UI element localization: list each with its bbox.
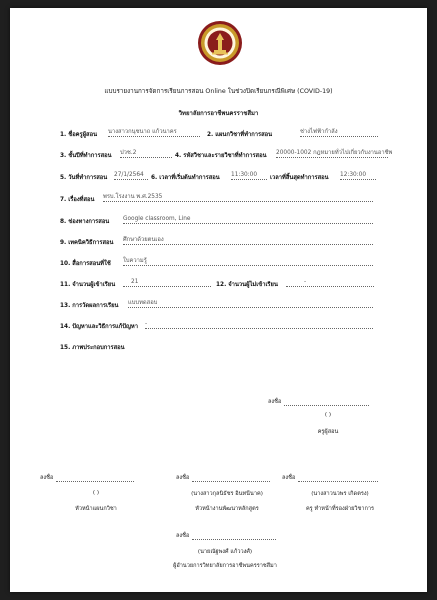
absentees-label: 12. จำนวนผู้ไม่เข้าเรียน bbox=[216, 282, 278, 288]
problems-label: 14. ปัญหาและวิธีการแก้ปัญหา bbox=[60, 324, 138, 330]
document-page bbox=[10, 8, 427, 592]
dept-name-paren: ( ) bbox=[92, 490, 100, 496]
form-row-10 bbox=[10, 258, 427, 270]
form-row-7 bbox=[10, 194, 427, 206]
date-value: 27/1/2564 bbox=[114, 172, 148, 180]
acad-sign-prefix: ลงชื่อ bbox=[282, 475, 296, 481]
department-label: 2. แผนกวิชาที่ทำการสอน bbox=[207, 132, 273, 138]
form-row-8 bbox=[10, 216, 427, 228]
form-row-1 bbox=[10, 129, 427, 141]
photos-label: 15. ภาพประกอบการสอน bbox=[60, 345, 125, 351]
dept-role: หัวหน้าแผนกวิชา bbox=[75, 506, 117, 512]
problems-value: - bbox=[145, 321, 373, 329]
evaluation-label: 13. การวัดผลการเรียน bbox=[60, 303, 119, 309]
subject-label: 4. รหัสวิชาและรายวิชาที่ทำการสอน bbox=[175, 153, 267, 159]
form-row-15 bbox=[10, 342, 427, 354]
curr-name: (นางสาวกุลนิธัชร อินทนีนาค) bbox=[191, 491, 263, 497]
topic-value: พรบ.โรงงาน พ.ศ.2535 bbox=[103, 194, 373, 202]
form-row-13 bbox=[10, 300, 427, 312]
acad-name: (นางสาวนวพร เกิดตรง) bbox=[311, 491, 369, 497]
acad-sign-line bbox=[298, 474, 378, 482]
form-row-9 bbox=[10, 237, 427, 249]
date-label: 5. วันที่ทำการสอน bbox=[60, 175, 108, 181]
attendees-label: 11. จำนวนผู้เข้าเรียน bbox=[60, 282, 116, 288]
curr-role: หัวหน้างานพัฒนาหลักสูตร bbox=[195, 506, 259, 512]
start-time-value: 11:30:00 bbox=[231, 172, 267, 180]
teacher-sign-line bbox=[284, 398, 369, 406]
attendees-value: 21 bbox=[123, 279, 211, 287]
college-name: วิทยาลัยการอาชีพนครราชสีมา bbox=[178, 110, 259, 117]
media-label: 10. สื่อการสอนที่ใช้ bbox=[60, 261, 111, 267]
teacher-name-paren: ( ) bbox=[324, 412, 332, 418]
department-value: ช่างไฟฟ้ากำลัง bbox=[300, 129, 378, 137]
topic-label: 7. เรื่องที่สอน bbox=[60, 197, 95, 203]
technique-value: ศึกษาด้วยตนเอง bbox=[123, 237, 373, 245]
director-role: ผู้อำนวยการวิทยาลัยการอาชีพนครราชสีมา bbox=[173, 563, 277, 569]
curr-sign-line bbox=[192, 474, 270, 482]
class-level-value: ปวช.2 bbox=[120, 150, 172, 158]
technique-label: 9. เทคนิควิธีการสอน bbox=[60, 240, 114, 246]
teacher-name-label: 1. ชื่อครูผู้สอน bbox=[60, 132, 98, 138]
dept-sign-line bbox=[56, 474, 134, 482]
start-time-label: 6. เวลาที่เริ่มต้นทำการสอน bbox=[151, 175, 220, 181]
form-row-5 bbox=[10, 172, 427, 184]
form-row-11 bbox=[10, 279, 427, 291]
end-time-label: เวลาที่สิ้นสุดทำการสอน bbox=[270, 175, 329, 181]
form-row-3 bbox=[10, 150, 427, 162]
media-value: ใบความรู้ bbox=[123, 258, 373, 266]
channel-value: Google classroom, Line bbox=[123, 216, 373, 224]
teacher-name-value: นางสาวกนุชนาถ แก้วนาคร bbox=[108, 129, 200, 137]
absentees-value: - bbox=[286, 279, 374, 287]
channel-label: 8. ช่องทางการสอน bbox=[60, 219, 110, 225]
end-time-value: 12:30:00 bbox=[340, 172, 376, 180]
class-level-label: 3. ชั้นปีที่ทำการสอน bbox=[60, 153, 112, 159]
evaluation-value: แบบทดสอบ bbox=[128, 300, 373, 308]
college-seal-logo bbox=[197, 20, 243, 66]
director-name: (นายณัฐพงศ์ แก้ววงศ์) bbox=[197, 549, 253, 555]
report-title: แบบรายงานการจัดการเรียนการสอน Online ในช่วงปิดเรียนกรณีพิเศษ (COVID-19) bbox=[104, 88, 333, 95]
acad-role: ครู ทำหน้าที่รองฝ่ายวิชาการ bbox=[305, 506, 375, 512]
director-sign-line bbox=[192, 532, 276, 540]
teacher-role: ครูผู้สอน bbox=[317, 429, 339, 435]
subject-value: 20000-1002 กฎหมายทั่วไปเกี่ยวกับงานอาชีพ bbox=[276, 150, 393, 156]
teacher-sign-prefix: ลงชื่อ bbox=[268, 399, 282, 405]
director-sign-prefix: ลงชื่อ bbox=[176, 533, 190, 539]
dept-sign-prefix: ลงชื่อ bbox=[40, 475, 54, 481]
form-row-14 bbox=[10, 321, 427, 333]
curr-sign-prefix: ลงชื่อ bbox=[176, 475, 190, 481]
